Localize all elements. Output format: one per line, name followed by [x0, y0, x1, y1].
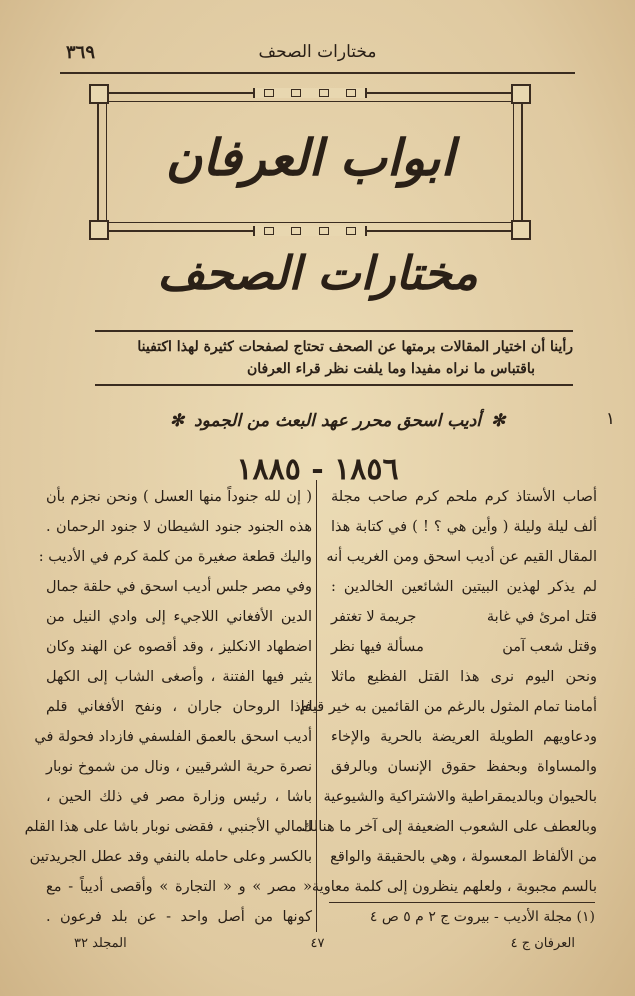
banner-title: ابواب العرفان [165, 128, 455, 187]
footnote-divider [329, 902, 595, 903]
verse-line [331, 632, 597, 662]
footnote: (١) مجلة الأديب - بيروت ج ٢ م ٥ ص ٤ [369, 909, 595, 925]
text-line: أصاب الأستاذ كرم ملحم كرم صاحب مجلة [331, 489, 597, 505]
text-line: وفي مصر جلس أديب اسحق في حلقة جمال [46, 579, 312, 595]
text-line: بالكسر وعلى حامله بالنفي وقد عطل الجريدتين [29, 849, 312, 865]
page-header [60, 36, 575, 74]
corner-ornament-icon [511, 84, 531, 104]
star-ornament-icon: ✻ [169, 411, 185, 431]
section-title: مختارات الصحف [157, 246, 478, 300]
intro-line: باقتباس ما نراه مفيدا وما يلفت نظر قراء العرفان [246, 361, 535, 377]
article-heading [120, 406, 615, 436]
text-line: ( إن لله جنوداً منها العسل ) ونحن نجزم بأن [46, 489, 312, 505]
text-line: وبالعطف على الشعوب الضعيفة إلى آخر ما هنالك [301, 819, 597, 835]
verse-hemistich: جريمة لا تغتفر [331, 609, 417, 625]
right-column [299, 482, 597, 920]
footer-volume: المجلد ٣٢ [74, 936, 127, 951]
text-line: هذه الجنود جنود الشيطان لا جنود الرحمان . [46, 519, 312, 535]
text-line: ألف ليلة وليلة ( وأين هي ؟ ! ) في كتابة هذا [331, 519, 597, 535]
left-column [24, 482, 312, 925]
column-divider [316, 480, 317, 932]
text-line: ودعاويهم الطويلة العريضة بالحرية والإخاء [331, 729, 597, 745]
page-number: ٣٦٩ [66, 42, 96, 63]
corner-ornament-icon [511, 220, 531, 240]
text-line: أديب اسحق بالعمق الفلسفي فازداد فحولة في [34, 729, 312, 745]
text-line: الدين الأفغاني اللاجيء إلى وادي النيل من [46, 609, 312, 625]
text-line: بالحيوان وبالديمقراطية والاشتراكية والشيوعية [323, 789, 597, 805]
star-ornament-icon: ✻ [490, 411, 506, 431]
intro-note [70, 336, 573, 380]
text-line: بالسم مجبوبة ، ولعلهم ينظرون إلى كلمة معاوية [311, 879, 597, 895]
article-number: ١ [605, 409, 615, 429]
top-ornament-icon [253, 88, 367, 98]
page-footer [60, 936, 575, 956]
running-title: مختارات الصحف [258, 42, 377, 62]
bottom-ornament-icon [253, 226, 367, 236]
intro-line: رأينا أن اختيار المقالات برمتها عن الصحف تحتاج لصفحات كثيرة لهذا اكتفينا [137, 339, 573, 355]
text-line: واليك قطعة صغيرة من كلمة كرم في الأديب : [38, 549, 312, 565]
text-line: لم يذكر لهذين البيتين الشائعين الخالدين : [331, 579, 597, 595]
text-line: أمامنا تمام المثول بالرغم من القائمين به خير قيام [299, 699, 597, 715]
corner-ornament-icon [89, 84, 109, 104]
text-line: كونها من أصل واحد - عن بلد فرعون . [46, 909, 312, 925]
verse-hemistich: قتل امرئ في غابة [486, 609, 597, 625]
verse-hemistich: مسألة فيها نظر [331, 639, 424, 655]
divider [95, 384, 573, 386]
text-line: فإذا الروحان جاران ، ونفح الأفغاني قلم [46, 699, 312, 715]
footer-issue: العرفان ج ٤ [510, 936, 575, 951]
corner-ornament-icon [89, 220, 109, 240]
article-title: أديب اسحق محرر عهد البعث من الجمود [194, 411, 481, 431]
verse-hemistich: وقتل شعب آمن [502, 639, 597, 655]
text-line: من الألفاظ المعسولة ، وهي بالحقيقة والواقع [330, 849, 597, 865]
verse-line [331, 602, 597, 632]
text-line: نصرة حرية الشرقيين ، ونال من شموخ نوبار [46, 759, 312, 775]
footer-page-number: ٤٧ [310, 936, 325, 951]
text-line: والمساواة وبحفظ حقوق الإنسان وبالرفق [331, 759, 597, 775]
article-years: ١٨٥٦ - ١٨٨٥ [236, 452, 399, 487]
text-line: « مصر » و « التجارة » وأقصى أديباً - مع [46, 879, 312, 895]
ornamental-banner [97, 92, 523, 232]
text-line: يثير فيها الفتنة ، وأصغى الشاب إلى الكهل [46, 669, 312, 685]
text-line: باشا ، رئيس وزارة مصر في ذلك الحين ، [46, 789, 312, 805]
text-line: ونحن اليوم نرى هذا القتل الفظيع ماثلا [331, 669, 597, 685]
text-line: المالي الأجنبي ، فقضى نوبار باشا على هذا القلم [24, 819, 312, 835]
text-line: اضطهاد الانكليز ، وقد أقصوه عن الهند وكان [46, 639, 312, 655]
text-line: المقال القيم عن أديب اسحق ومن الغريب أنه [326, 549, 597, 565]
divider [95, 330, 573, 332]
